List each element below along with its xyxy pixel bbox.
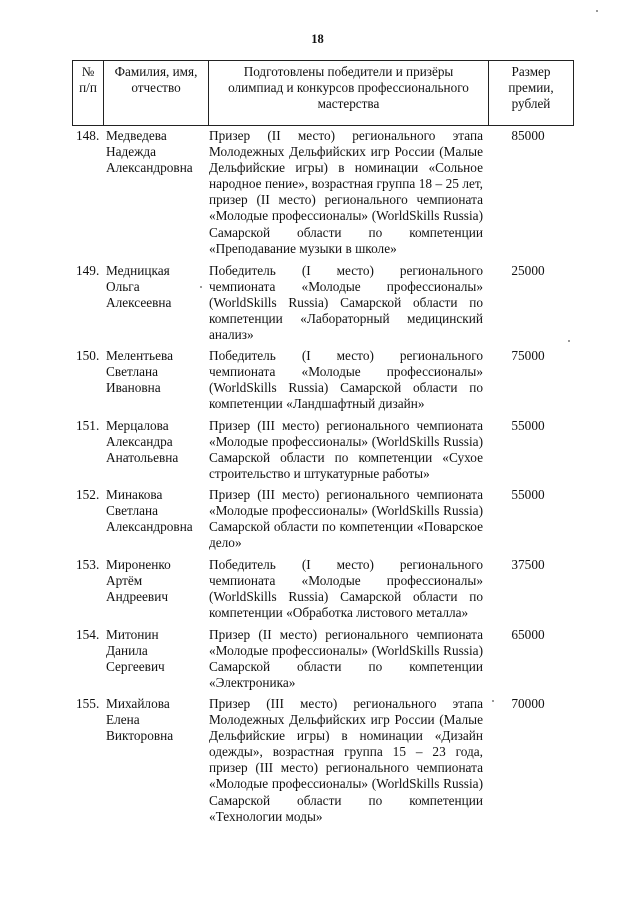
row-number: 153. bbox=[76, 557, 100, 572]
row-description: Призер (II место) регионального этапа Молодежных Дельфийских игр России (Малые Дельфийские игры) в номинации «Сольное народное пение», возрастная группа 18 – 25 лет, призер (II место) регионального чемпионата «Молодые профессионалы» (WorldSkills Russia) Самарской области по компетенции «Преподавание музыки в школе» bbox=[209, 128, 483, 256]
row-name: Минакова Светлана Александровна bbox=[106, 487, 193, 535]
row-prize: 65000 bbox=[511, 627, 545, 642]
row-prize: 55000 bbox=[511, 487, 545, 502]
scan-speck bbox=[200, 286, 202, 288]
row-number: 154. bbox=[76, 627, 100, 642]
row-description: Призер (III место) регионального чемпионата «Молодые профессионалы» (WorldSkills Russia) Самарской области по компетенции «Поварское дело» bbox=[209, 487, 483, 551]
row-name: Медведева Надежда Александровна bbox=[106, 128, 193, 176]
row-number: 149. bbox=[76, 263, 100, 278]
row-name: Мелентьева Светлана Ивановна bbox=[106, 348, 173, 396]
row-name: Медницкая Ольга Алексеевна bbox=[106, 263, 172, 311]
row-prize: 37500 bbox=[511, 557, 545, 572]
row-name: Мироненко Артём Андреевич bbox=[106, 557, 171, 605]
row-description: Призер (III место) регионального этапа Молодежных Дельфийских игр России (Малые Дельфийские игры) в номинации «Дизайн одежды», возрастная группа 15 – 23 года, призер (III место) регионального чемпионата «Молодые профессионалы» (WorldSkills Russia) Самарской области по компетенции «Технологии моды» bbox=[209, 696, 483, 824]
row-number: 155. bbox=[76, 696, 100, 711]
row-prize: 70000 bbox=[511, 696, 545, 711]
header-description: Подготовлены победители и призёры олимпиад и конкурсов профессионального мастерства bbox=[209, 61, 489, 126]
row-prize: 85000 bbox=[511, 128, 545, 143]
scan-speck bbox=[568, 340, 570, 342]
row-name: Мерцалова Александра Анатольевна bbox=[106, 418, 179, 466]
row-number: 152. bbox=[76, 487, 100, 502]
row-number: 151. bbox=[76, 418, 100, 433]
header-prize: Размер премии, рублей bbox=[489, 61, 574, 126]
row-description: Победитель (I место) регионального чемпионата «Молодые профессионалы» (WorldSkills Russia) Самарской области по компетенции «Лабораторный медицинский анализ» bbox=[209, 263, 483, 343]
header-number: № п/п bbox=[73, 61, 104, 126]
row-description: Победитель (I место) регионального чемпионата «Молодые профессионалы» (WorldSkills Russia) Самарской области по компетенции «Обработка листового металла» bbox=[209, 557, 483, 621]
row-number: 150. bbox=[76, 348, 100, 363]
row-prize: 25000 bbox=[511, 263, 545, 278]
row-prize: 75000 bbox=[511, 348, 545, 363]
row-name: Митонин Данила Сергеевич bbox=[106, 627, 165, 675]
scan-speck bbox=[492, 700, 494, 702]
header-name: Фамилия, имя, отчество bbox=[104, 61, 209, 126]
scan-speck bbox=[596, 10, 598, 12]
row-prize: 55000 bbox=[511, 418, 545, 433]
row-description: Призер (III место) регионального чемпионата «Молодые профессионалы» (WorldSkills Russia) Самарской области по компетенции «Сухое строительство и штукатурные работы» bbox=[209, 418, 483, 482]
table-header bbox=[72, 60, 574, 126]
row-number: 148. bbox=[76, 128, 100, 143]
row-description: Победитель (I место) регионального чемпионата «Молодые профессионалы» (WorldSkills Russia) Самарской области по компетенции «Ландшафтный дизайн» bbox=[209, 348, 483, 412]
page-number: 18 bbox=[311, 32, 324, 46]
row-description: Призер (II место) регионального чемпионата «Молодые профессионалы» (WorldSkills Russia) Самарской области по компетенции «Электроника» bbox=[209, 627, 483, 691]
row-name: Михайлова Елена Викторовна bbox=[106, 696, 174, 744]
